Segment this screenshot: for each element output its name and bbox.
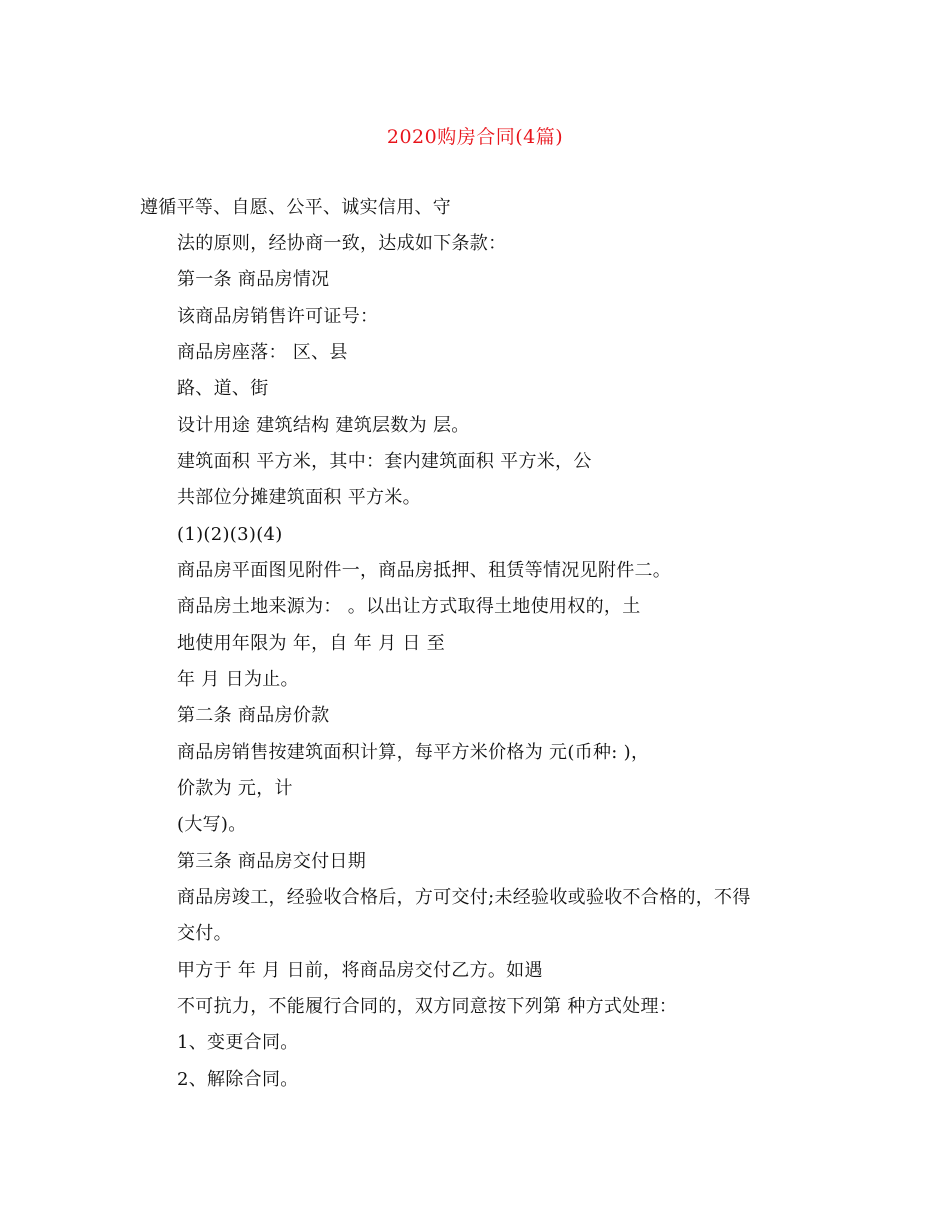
body-line: 商品房平面图见附件一，商品房抵押、租赁等情况见附件二。 [177, 560, 672, 581]
body-line: 设计用途 建筑结构 建筑层数为 层。 [177, 415, 470, 436]
body-line: 甲方于 年 月 日前，将商品房交付乙方。如遇 [177, 960, 543, 981]
body-line: 路、道、街 [177, 378, 269, 399]
body-line: 第二条 商品房价款 [177, 705, 330, 726]
body-line: 该商品房销售许可证号： [177, 306, 379, 327]
body-line: 商品房土地来源为： 。以出让方式取得土地使用权的，土 [177, 596, 641, 617]
body-line: 价款为 元，计 [177, 778, 293, 799]
body-line: 1、变更合同。 [177, 1032, 299, 1053]
body-line: 遵循平等、自愿、公平、诚实信用、守 [140, 197, 452, 218]
body-line: 地使用年限为 年，自 年 月 日 至 [177, 633, 446, 654]
body-line: 法的原则，经协商一致，达成如下条款： [177, 233, 507, 254]
body-line: 商品房竣工，经验收合格后，方可交付;未经验收或验收不合格的，不得 [177, 887, 751, 908]
body-line: 第一条 商品房情况 [177, 269, 330, 290]
body-line: 商品房销售按建筑面积计算，每平方米价格为 元(币种: )， [177, 742, 650, 763]
body-line: 不可抗力，不能履行合同的，双方同意按下列第 种方式处理： [177, 996, 678, 1017]
body-line: 共部位分摊建筑面积 平方米。 [177, 487, 421, 508]
body-line: 第三条 商品房交付日期 [177, 851, 367, 872]
body-line: (大写)。 [177, 814, 247, 835]
body-line: (1)(2)(3)(4) [177, 524, 283, 545]
body-line: 商品房座落： 区、县 [177, 342, 348, 363]
body-line: 建筑面积 平方米，其中：套内建筑面积 平方米，公 [177, 451, 592, 472]
document-title: 2020购房合同(4篇) [386, 126, 564, 148]
body-line: 交付。 [177, 923, 232, 944]
body-line: 2、解除合同。 [177, 1069, 299, 1090]
body-line: 年 月 日为止。 [177, 669, 299, 690]
